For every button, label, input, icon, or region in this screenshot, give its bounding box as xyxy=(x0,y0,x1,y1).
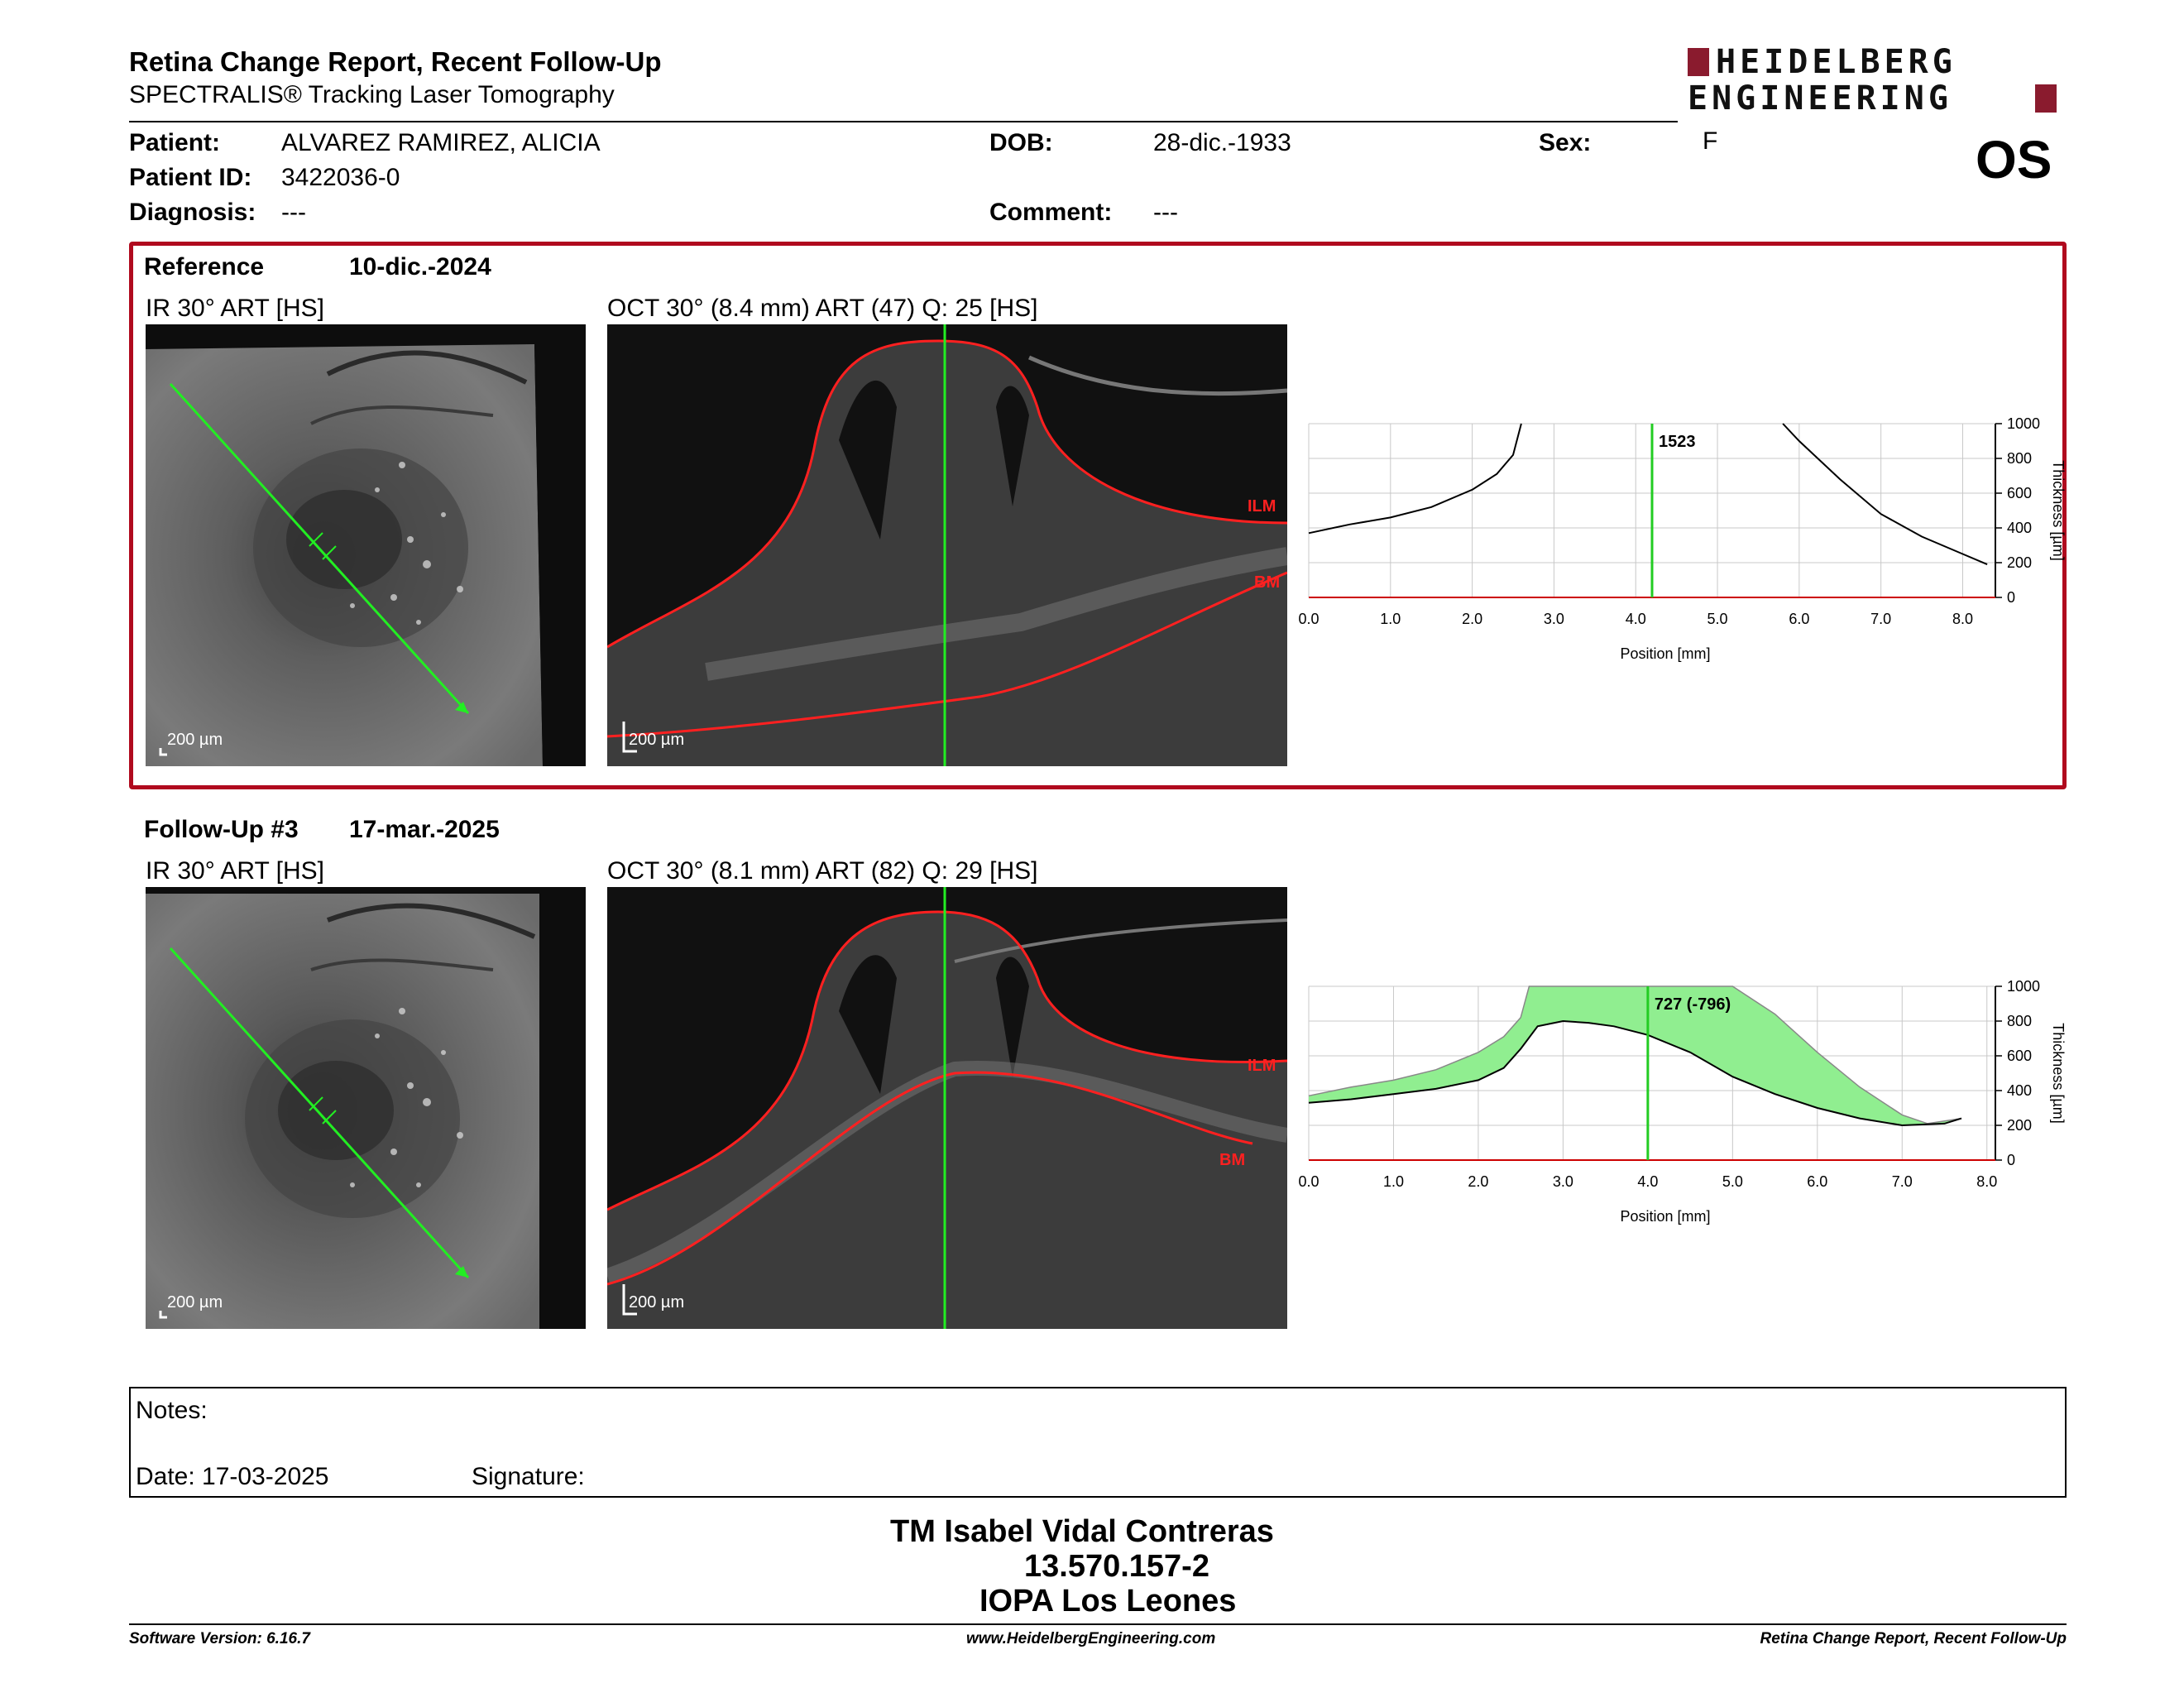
reference-ilm-label: ILM xyxy=(1248,497,1276,516)
reference-bm-label: BM xyxy=(1254,573,1281,592)
patient-name: ALVAREZ RAMIREZ, ALICIA xyxy=(281,129,601,156)
followup-bm-label: BM xyxy=(1219,1151,1246,1169)
patient-id-label: Patient ID: xyxy=(129,164,252,191)
x-tick-label: 5.0 xyxy=(1722,1173,1743,1190)
x-tick-label: 8.0 xyxy=(1976,1173,1998,1190)
report-subtitle: SPECTRALIS® Tracking Laser Tomography xyxy=(129,81,615,108)
followup-ilm-label: ILM xyxy=(1248,1057,1276,1075)
cursor-value-label: 1523 xyxy=(1659,433,1696,451)
footer-software-version: Software Version: 6.16.7 xyxy=(129,1630,310,1647)
reference-label: Reference xyxy=(144,253,265,281)
x-tick-label: 6.0 xyxy=(1789,611,1810,627)
x-tick-label: 2.0 xyxy=(1468,1173,1489,1190)
y-tick-label: 200 xyxy=(2007,554,2033,571)
x-tick-label: 8.0 xyxy=(1952,611,1973,627)
y-tick-label: 800 xyxy=(2007,450,2033,467)
eye-indicator: OS xyxy=(1976,130,2052,189)
followup-ir-scale: 200 µm xyxy=(167,1293,223,1312)
footer-report-name: Retina Change Report, Recent Follow-Up xyxy=(1760,1630,2067,1647)
followup-oct-image[interactable] xyxy=(607,887,1287,1329)
x-tick-label: 7.0 xyxy=(1870,611,1892,627)
y-tick-label: 1000 xyxy=(2007,978,2041,995)
followup-oct-scale: 200 µm xyxy=(629,1293,685,1312)
patient-label: Patient: xyxy=(129,129,221,156)
x-tick-label: 2.0 xyxy=(1462,611,1483,627)
x-axis-label: Position [mm] xyxy=(1620,1208,1711,1225)
y-tick-label: 400 xyxy=(2007,520,2033,536)
y-tick-label: 0 xyxy=(2007,589,2016,606)
x-tick-label: 4.0 xyxy=(1625,611,1646,627)
followup-date: 17-mar.-2025 xyxy=(349,816,500,843)
x-axis-label: Position [mm] xyxy=(1620,645,1711,662)
followup-oct-caption: OCT 30° (8.1 mm) ART (82) Q: 29 [HS] xyxy=(607,857,1038,885)
reference-oct-image[interactable] xyxy=(607,324,1287,766)
thickness-line-0 xyxy=(1309,424,1521,533)
y-tick-label: 800 xyxy=(2007,1013,2033,1029)
y-axis-label: Thickness [µm] xyxy=(2050,1023,2067,1124)
x-tick-label: 0.0 xyxy=(1298,1173,1320,1190)
heidelberg-logo xyxy=(1688,43,2068,117)
x-tick-label: 1.0 xyxy=(1380,611,1401,627)
x-tick-label: 3.0 xyxy=(1552,1173,1573,1190)
followup-label: Follow-Up #3 xyxy=(144,816,299,843)
logo-word-1: HEIDELBERG xyxy=(1716,43,1956,81)
header-rule xyxy=(129,121,1678,122)
y-tick-label: 0 xyxy=(2007,1152,2016,1168)
y-tick-label: 1000 xyxy=(2007,415,2041,432)
reference-ir-scale: 200 µm xyxy=(167,731,223,749)
x-tick-label: 3.0 xyxy=(1543,611,1564,627)
x-tick-label: 0.0 xyxy=(1298,611,1320,627)
reference-oct-scale: 200 µm xyxy=(629,731,685,749)
x-tick-label: 5.0 xyxy=(1707,611,1728,627)
notes-box[interactable] xyxy=(129,1387,2067,1498)
logo-word-2: ENGINEERING xyxy=(1688,79,1952,117)
dob-value: 28-dic.-1933 xyxy=(1153,129,1291,156)
y-tick-label: 600 xyxy=(2007,485,2033,501)
y-tick-label: 200 xyxy=(2007,1117,2033,1134)
notes-date: Date: 17-03-2025 xyxy=(136,1463,329,1490)
signature-label: Signature: xyxy=(472,1463,585,1490)
x-tick-label: 1.0 xyxy=(1382,1173,1404,1190)
signer-name: TM Isabel Vidal Contreras xyxy=(890,1514,1274,1549)
reference-ir-caption: IR 30° ART [HS] xyxy=(146,295,324,322)
y-tick-label: 400 xyxy=(2007,1082,2033,1099)
reference-thickness-chart xyxy=(1291,407,2085,688)
followup-ir-image[interactable] xyxy=(146,887,586,1329)
comment-value: --- xyxy=(1153,199,1178,226)
signer-id: 13.570.157-2 xyxy=(1024,1549,1209,1584)
thickness-line-1 xyxy=(1783,424,1987,564)
reference-oct-caption: OCT 30° (8.4 mm) ART (47) Q: 25 [HS] xyxy=(607,295,1038,322)
logo-bar-right xyxy=(2035,84,2057,113)
x-tick-label: 6.0 xyxy=(1807,1173,1828,1190)
footer-rule xyxy=(129,1623,2067,1625)
sex-label: Sex: xyxy=(1539,129,1592,156)
x-tick-label: 4.0 xyxy=(1637,1173,1659,1190)
x-tick-label: 7.0 xyxy=(1891,1173,1913,1190)
logo-bar-left xyxy=(1688,48,1709,76)
comment-label: Comment: xyxy=(989,199,1113,226)
cursor-value-label: 727 (-796) xyxy=(1654,995,1731,1014)
report-title: Retina Change Report, Recent Follow-Up xyxy=(129,46,662,77)
dob-label: DOB: xyxy=(989,129,1053,156)
followup-ir-caption: IR 30° ART [HS] xyxy=(146,857,324,885)
y-tick-label: 600 xyxy=(2007,1048,2033,1064)
reference-ir-image[interactable] xyxy=(146,324,586,766)
footer-website[interactable]: www.HeidelbergEngineering.com xyxy=(966,1630,1216,1647)
sex-value: F xyxy=(1703,127,1718,155)
diagnosis-value: --- xyxy=(281,199,306,226)
patient-id-value: 3422036-0 xyxy=(281,164,400,191)
y-axis-label: Thickness [µm] xyxy=(2050,460,2067,561)
signer-institution: IOPA Los Leones xyxy=(979,1584,1237,1618)
diagnosis-label: Diagnosis: xyxy=(129,199,256,226)
followup-thickness-chart xyxy=(1291,970,2085,1251)
notes-label: Notes: xyxy=(136,1397,208,1424)
reference-date: 10-dic.-2024 xyxy=(349,253,491,281)
